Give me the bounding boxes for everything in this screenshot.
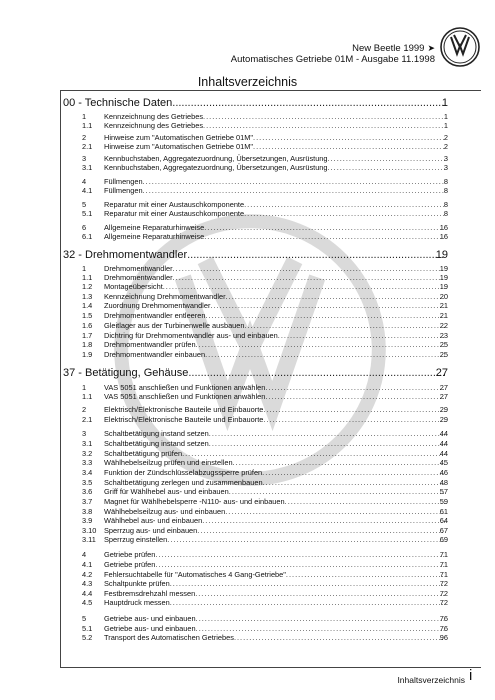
toc-entry-page: 8 bbox=[443, 200, 448, 209]
toc-entry-title: Schaltbetätigung prüfen bbox=[104, 449, 183, 458]
toc-entry-page: 3 bbox=[443, 163, 448, 172]
toc-entry-number: 2 bbox=[82, 133, 87, 142]
toc-entry-title: Transport des Automatischen Getriebes bbox=[104, 633, 234, 642]
toc-entry-title: Sperrzug aus- und einbauen bbox=[104, 526, 198, 535]
toc-entry-row[interactable] bbox=[0, 535, 495, 545]
bottom-rule bbox=[60, 667, 481, 668]
toc-dot-leader bbox=[233, 458, 445, 468]
toc-entry-page: 27 bbox=[439, 392, 448, 401]
toc-entry-number: 1.1 bbox=[82, 121, 93, 130]
toc-entry-page: 19 bbox=[439, 282, 448, 291]
toc-dot-leader bbox=[245, 321, 445, 331]
toc-entry-leader bbox=[104, 633, 445, 643]
toc-dot-leader bbox=[187, 248, 445, 262]
toc-entry-page: 20 bbox=[439, 292, 448, 301]
toc-entry-number: 6 bbox=[82, 223, 87, 232]
toc-entry-title: Elektrisch/Elektronische Bauteile und Einbauorte bbox=[104, 405, 264, 414]
toc-entry-page: 46 bbox=[439, 468, 448, 477]
toc-entry-leader bbox=[104, 516, 445, 526]
toc-dot-leader bbox=[202, 516, 445, 526]
toc-entry-number: 1 bbox=[82, 112, 87, 121]
toc-entry-page: 2 bbox=[443, 142, 448, 151]
toc-entry-page: 57 bbox=[439, 487, 448, 496]
toc-entry-page: 3 bbox=[443, 154, 448, 163]
toc-entry-title: Schaltbetätigung instand setzen bbox=[104, 429, 209, 438]
toc-entry-row[interactable] bbox=[0, 232, 495, 242]
toc-dot-leader bbox=[205, 350, 445, 360]
toc-entry-leader bbox=[104, 458, 445, 468]
toc-entry-title: Allgemeine Reparaturhinweise bbox=[104, 223, 205, 232]
toc-entry-number: 4.4 bbox=[82, 589, 93, 598]
toc-entry-page: 48 bbox=[439, 478, 448, 487]
toc-entry-title: Festbremsdrehzahl messen bbox=[104, 589, 196, 598]
toc-entry-title: Schaltpunkte prüfen bbox=[104, 579, 170, 588]
toc-entry-row[interactable] bbox=[0, 458, 495, 468]
toc-entry-row[interactable] bbox=[0, 487, 495, 497]
toc-entry-leader bbox=[104, 163, 445, 173]
toc-entry-leader bbox=[104, 579, 445, 589]
toc-entry-number: 6.1 bbox=[82, 232, 93, 241]
toc-entry-page: 44 bbox=[439, 439, 448, 448]
toc-entry-page: 23 bbox=[439, 331, 448, 340]
toc-entry-leader bbox=[104, 340, 445, 350]
toc-entry-page: 21 bbox=[439, 301, 448, 310]
toc-entry-leader bbox=[104, 186, 445, 196]
toc-entry-page: 8 bbox=[443, 177, 448, 186]
toc-entry-row[interactable] bbox=[0, 311, 495, 321]
toc-entry-row[interactable] bbox=[0, 439, 495, 449]
toc-entry-title: Reparatur mit einer Austauschkomponente bbox=[104, 209, 245, 218]
toc-entry-row[interactable] bbox=[0, 282, 495, 292]
toc-entry-title: VAS 5051 anschließen und Funktionen anwählen bbox=[104, 383, 266, 392]
toc-entry-row[interactable] bbox=[0, 516, 495, 526]
toc-entry-title: Drehmomentwandler bbox=[104, 273, 173, 282]
toc-entry-title: Hinweise zum "Automatischen Getriebe 01M" bbox=[104, 142, 254, 151]
toc-entry-page: 1 bbox=[443, 121, 448, 130]
toc-dot-leader bbox=[209, 429, 445, 439]
toc-entry-title: Kennzeichnung des Getriebes bbox=[104, 121, 204, 130]
arrow-right-icon: ➤ bbox=[427, 43, 435, 53]
toc-dot-leader bbox=[265, 392, 445, 402]
toc-entry-page: 64 bbox=[439, 516, 448, 525]
toc-entry-page: 19 bbox=[439, 273, 448, 282]
toc-dot-leader bbox=[285, 497, 445, 507]
toc-entry-page: 2 bbox=[443, 133, 448, 142]
toc-dot-leader bbox=[328, 163, 445, 173]
toc-entry-row[interactable] bbox=[0, 321, 495, 331]
toc-entry-number: 2 bbox=[82, 405, 87, 414]
toc-entry-row[interactable] bbox=[0, 121, 495, 131]
toc-entry-number: 4.5 bbox=[82, 598, 93, 607]
toc-entry-page: 67 bbox=[439, 526, 448, 535]
toc-entry-title: Füllmengen bbox=[104, 177, 143, 186]
footer bbox=[397, 667, 473, 685]
toc-entry-title: Elektrisch/Elektronische Bauteile und Einbauorte bbox=[104, 415, 264, 424]
toc-entry-number: 1.8 bbox=[82, 340, 93, 349]
toc-entry-leader bbox=[104, 487, 445, 497]
toc-entry-title: Gleitlager aus der Turbinenwelle ausbauen bbox=[104, 321, 245, 330]
toc-entry-leader bbox=[104, 405, 445, 415]
page-title: Inhaltsverzeichnis bbox=[197, 75, 298, 89]
toc-chapter-row[interactable] bbox=[0, 96, 495, 110]
toc-entry-title: Fehlersuchtabelle für "Automatisches 4 Gang-Getriebe" bbox=[104, 570, 286, 579]
toc-entry-leader bbox=[104, 209, 445, 219]
toc-entry-page: 1 bbox=[443, 112, 448, 121]
toc-entry-number: 1 bbox=[82, 264, 87, 273]
toc-entry-row[interactable] bbox=[0, 429, 495, 439]
toc-entry-number: 3.4 bbox=[82, 468, 93, 477]
toc-entry-page: 44 bbox=[439, 429, 448, 438]
toc-entry-leader bbox=[63, 248, 445, 262]
toc-entry-row[interactable] bbox=[0, 579, 495, 589]
toc-entry-page: 16 bbox=[439, 223, 448, 232]
toc-entry-title: Wählhebelseilzug aus- und einbauen bbox=[104, 507, 226, 516]
toc-entry-number: 3.6 bbox=[82, 487, 93, 496]
toc-entry-page: 29 bbox=[439, 405, 448, 414]
toc-entry-number: 1.2 bbox=[82, 282, 93, 291]
toc-entry-number: 5.1 bbox=[82, 624, 93, 633]
toc-entry-title: Getriebe aus- und einbauen bbox=[104, 614, 196, 623]
toc-entry-page: 25 bbox=[439, 350, 448, 359]
toc-entry-leader bbox=[104, 560, 445, 570]
toc-entry-row[interactable] bbox=[0, 468, 495, 478]
toc-entry-title: Magnet für Wählhebelsperre -N110- aus- und einbauen bbox=[104, 497, 285, 506]
toc-entry-page: 72 bbox=[439, 579, 448, 588]
toc-entry-row[interactable] bbox=[0, 497, 495, 507]
toc-entry-row[interactable] bbox=[0, 142, 495, 152]
toc-entry-title: Getriebe prüfen bbox=[104, 550, 156, 559]
toc-dot-leader bbox=[234, 633, 445, 643]
toc-entry-leader bbox=[104, 121, 445, 131]
toc-entry-title: Zuordnung Drehmomentwandler bbox=[104, 301, 211, 310]
toc-entry-number: 3.11 bbox=[82, 535, 96, 544]
toc-entry-number: 5.2 bbox=[82, 633, 93, 642]
toc-entry-leader bbox=[104, 232, 445, 242]
toc-entry-title: 00 - Technische Daten bbox=[63, 97, 173, 109]
toc-entry-leader bbox=[104, 614, 445, 624]
toc-dot-leader bbox=[244, 209, 445, 219]
toc-entry-row[interactable] bbox=[0, 392, 495, 402]
toc-entry-page: 61 bbox=[439, 507, 448, 516]
toc-entry-number: 1.3 bbox=[82, 292, 93, 301]
toc-entry-page: 71 bbox=[439, 570, 448, 579]
toc-entry-number: 1.9 bbox=[82, 350, 93, 359]
toc-chapter-row[interactable] bbox=[0, 366, 495, 380]
toc-entry-title: Kennbuchstaben, Aggregatezuordnung, Übersetzungen, Ausrüstung bbox=[104, 163, 328, 172]
toc-entry-number: 5 bbox=[82, 614, 87, 623]
vw-logo bbox=[440, 27, 480, 67]
toc-entry-page: 25 bbox=[439, 340, 448, 349]
toc-dot-leader bbox=[163, 282, 445, 292]
toc-entry-number: 3.10 bbox=[82, 526, 97, 535]
toc-entry-number: 4.3 bbox=[82, 579, 93, 588]
toc-entry-title: Drehmomentwandler einbauen bbox=[104, 350, 206, 359]
toc-entry-leader bbox=[104, 301, 445, 311]
toc-entry-title: Hinweise zum "Automatischen Getriebe 01M" bbox=[104, 133, 254, 142]
toc-entry-title: Schaltbetätigung instand setzen bbox=[104, 439, 209, 448]
toc-dot-leader bbox=[229, 487, 445, 497]
toc-entry-page: 76 bbox=[439, 614, 448, 623]
toc-entry-number: 1.6 bbox=[82, 321, 93, 330]
toc-entry-leader bbox=[104, 550, 445, 560]
toc-entry-title: Getriebe aus- und einbauen bbox=[104, 624, 196, 633]
toc-dot-leader bbox=[253, 142, 445, 152]
toc-entry-number: 4 bbox=[82, 550, 87, 559]
toc-entry-title: Wählhebelseilzug prüfen und einstellen bbox=[104, 458, 233, 467]
toc-entry-number: 5.1 bbox=[82, 209, 93, 218]
toc-entry-number: 4.1 bbox=[82, 186, 93, 195]
header-model: New Beetle 1999 ➤ bbox=[352, 43, 435, 54]
toc-entry-leader bbox=[104, 598, 445, 608]
toc-entry-page: 16 bbox=[439, 232, 448, 241]
toc-entry-leader bbox=[104, 415, 445, 425]
toc-dot-leader bbox=[210, 301, 445, 311]
toc-entry-number: 3.3 bbox=[82, 458, 93, 467]
toc-entry-page: 19 bbox=[435, 249, 448, 261]
toc-entry-row[interactable] bbox=[0, 350, 495, 360]
toc-entry-leader bbox=[104, 497, 445, 507]
toc-entry-row[interactable] bbox=[0, 163, 495, 173]
footer-page-number: i bbox=[469, 667, 473, 684]
toc-entry-title: Funktion der Zündschlüsselabzugssperre prüfen bbox=[104, 468, 263, 477]
toc-entry-page: 22 bbox=[439, 321, 448, 330]
toc-entry-number: 3 bbox=[82, 154, 87, 163]
toc-dot-leader bbox=[143, 186, 445, 196]
toc-entry-number: 4.2 bbox=[82, 570, 93, 579]
toc-entry-number: 3.7 bbox=[82, 497, 93, 506]
toc-entry-page: 44 bbox=[439, 449, 448, 458]
toc-entry-title: 37 - Betätigung, Gehäuse bbox=[63, 367, 189, 379]
toc-entry-title: Montageübersicht bbox=[104, 282, 163, 291]
toc-entry-row[interactable] bbox=[0, 598, 495, 608]
toc-entry-title: Kennbuchstaben, Aggregatezuordnung, Übersetzungen, Ausrüstung bbox=[104, 154, 328, 163]
toc-entry-page: 72 bbox=[439, 589, 448, 598]
toc-entry-number: 4 bbox=[82, 177, 87, 186]
toc-dot-leader bbox=[209, 439, 445, 449]
toc-entry-number: 1 bbox=[82, 383, 87, 392]
toc-entry-title: VAS 5051 anschließen und Funktionen anwählen bbox=[104, 392, 266, 401]
toc-entry-row[interactable] bbox=[0, 550, 495, 560]
toc-entry-number: 1.4 bbox=[82, 301, 93, 310]
toc-entry-number: 3 bbox=[82, 429, 87, 438]
toc-dot-leader bbox=[263, 405, 445, 415]
toc-entry-row[interactable] bbox=[0, 614, 495, 624]
toc-entry-leader bbox=[104, 392, 445, 402]
toc-entry-page: 27 bbox=[439, 383, 448, 392]
toc-entry-row[interactable] bbox=[0, 301, 495, 311]
toc-entry-page: 72 bbox=[439, 598, 448, 607]
toc-entry-title: Dichtring für Drehmomentwandler aus- und einbauen bbox=[104, 331, 278, 340]
toc-dot-leader bbox=[203, 121, 445, 131]
toc-entry-number: 1.5 bbox=[82, 311, 93, 320]
toc-entry-number: 1.1 bbox=[82, 273, 93, 282]
toc-entry-page: 8 bbox=[443, 186, 448, 195]
toc-entry-row[interactable] bbox=[0, 415, 495, 425]
toc-entry-page: 71 bbox=[439, 560, 448, 569]
toc-entry-row[interactable] bbox=[0, 340, 495, 350]
toc-entry-leader bbox=[104, 142, 445, 152]
header-subtitle: Automatisches Getriebe 01M - Ausgabe 11.1998 bbox=[230, 54, 435, 65]
toc-dot-leader bbox=[196, 614, 445, 624]
toc-entry-title: Reparatur mit einer Austauschkomponente bbox=[104, 200, 245, 209]
toc-entry-number: 4.1 bbox=[82, 560, 93, 569]
toc-entry-leader bbox=[104, 535, 445, 545]
toc-dot-leader bbox=[205, 311, 445, 321]
toc-dot-leader bbox=[188, 366, 445, 380]
toc-entry-page: 45 bbox=[439, 458, 448, 467]
toc-entry-title: Füllmengen bbox=[104, 186, 143, 195]
toc-entry-page: 69 bbox=[439, 535, 448, 544]
toc-entry-number: 3.8 bbox=[82, 507, 93, 516]
toc-entry-title: Drehmomentwandler entleeren bbox=[104, 311, 206, 320]
toc-entry-row[interactable] bbox=[0, 633, 495, 643]
toc-dot-leader bbox=[155, 560, 445, 570]
toc-entry-number: 3.1 bbox=[82, 163, 93, 172]
toc-entry-page: 59 bbox=[439, 497, 448, 506]
toc-entry-leader bbox=[104, 350, 445, 360]
toc-dot-leader bbox=[196, 340, 445, 350]
toc-entry-row[interactable] bbox=[0, 560, 495, 570]
toc-entry-number: 1.7 bbox=[82, 331, 93, 340]
toc-entry-leader bbox=[104, 321, 445, 331]
toc-entry-title: Kennzeichnung des Getriebes bbox=[104, 112, 204, 121]
toc-entry-title: Hauptdruck messen bbox=[104, 598, 170, 607]
toc-entry-page: 21 bbox=[439, 311, 448, 320]
toc-entry-page: 1 bbox=[441, 97, 448, 109]
toc-entry-leader bbox=[104, 282, 445, 292]
top-rule bbox=[60, 90, 481, 91]
toc-entry-number: 1.1 bbox=[82, 392, 93, 401]
toc-entry-leader bbox=[104, 311, 445, 321]
toc-entry-title: Wählhebel aus- und einbauen bbox=[104, 516, 203, 525]
toc-entry-number: 2.1 bbox=[82, 142, 93, 151]
toc-dot-leader bbox=[204, 232, 445, 242]
toc-entry-number: 3.9 bbox=[82, 516, 93, 525]
toc-entry-page: 8 bbox=[443, 209, 448, 218]
toc-entry-number: 3.2 bbox=[82, 449, 93, 458]
toc-entry-number: 3.5 bbox=[82, 478, 93, 487]
toc-entry-page: 27 bbox=[435, 367, 448, 379]
toc-dot-leader bbox=[167, 535, 445, 545]
toc-entry-title: Schaltbetätigung zerlegen und zusammenbauen bbox=[104, 478, 263, 487]
toc-entry-title: Griff für Wählhebel aus- und einbauen bbox=[104, 487, 229, 496]
toc-entry-row[interactable] bbox=[0, 209, 495, 219]
toc-entry-page: 71 bbox=[439, 550, 448, 559]
toc-entry-leader bbox=[104, 429, 445, 439]
toc-dot-leader bbox=[262, 468, 445, 478]
toc-dot-leader bbox=[170, 598, 445, 608]
toc-entry-title: Drehmomentwandler bbox=[104, 264, 173, 273]
toc-entry-title: Getriebe prüfen bbox=[104, 560, 156, 569]
toc-entry-title: Drehmomentwandler prüfen bbox=[104, 340, 196, 349]
toc-dot-leader bbox=[263, 415, 445, 425]
footer-label: Inhaltsverzeichnis bbox=[397, 675, 465, 685]
toc-entry-page: 29 bbox=[439, 415, 448, 424]
toc-entry-leader bbox=[104, 468, 445, 478]
toc-entry-title: Kennzeichnung Drehmomentwandler bbox=[104, 292, 226, 301]
toc-entry-number: 3.1 bbox=[82, 439, 93, 448]
toc-entry-title: Sperrzug einstellen bbox=[104, 535, 168, 544]
toc-dot-leader bbox=[172, 96, 445, 110]
toc-entry-row[interactable] bbox=[0, 405, 495, 415]
toc-chapter-row[interactable] bbox=[0, 248, 495, 262]
toc-entry-page: 76 bbox=[439, 624, 448, 633]
toc-entry-leader bbox=[63, 96, 445, 110]
toc-entry-leader bbox=[63, 366, 445, 380]
toc-entry-row[interactable] bbox=[0, 186, 495, 196]
toc-entry-title: Allgemeine Reparaturhinweise bbox=[104, 232, 205, 241]
toc-entry-title: 32 - Drehmomentwandler bbox=[63, 249, 188, 261]
toc-entry-page: 19 bbox=[439, 264, 448, 273]
toc-entry-page: 96 bbox=[439, 633, 448, 642]
toc-dot-leader bbox=[155, 550, 445, 560]
toc-entry-number: 5 bbox=[82, 200, 87, 209]
toc-dot-leader bbox=[170, 579, 445, 589]
toc-entry-number: 2.1 bbox=[82, 415, 93, 424]
toc-entry-leader bbox=[104, 439, 445, 449]
